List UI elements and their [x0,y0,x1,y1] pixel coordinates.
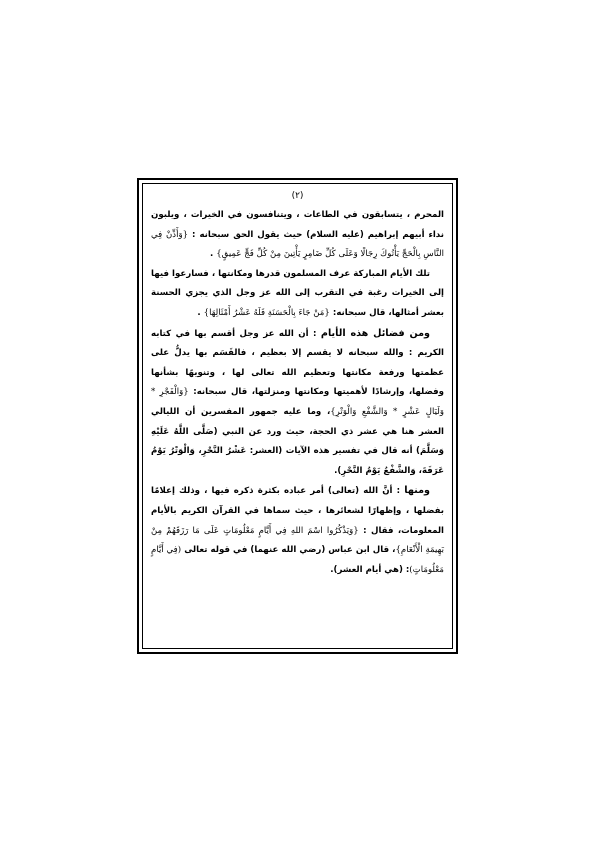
body-text: : أنَّ الله (تعالى) أمر عباده بكثرة ذكره فيها ، وذلك إعلامًا بفضلها ، وإظهارًا لشعائرها ، حيث سماها في القرآن الكريم بالأيام المعلومات، فقال : [151,486,444,536]
paragraph [151,206,444,265]
body-text: : (هي أيام العشر). [330,564,410,575]
paragraph [151,324,444,482]
paragraph [151,481,444,580]
body-text: . [197,307,204,318]
quran-verse: {وَأَذِّنْ فِي النَّاسِ بِالْحَجِّ يَأْتُوكَ رِجَالًا وَعَلَى كُلِّ ضَامِرٍ يَأْتِينَ مِنْ كُلِّ فَجٍّ عَمِيقٍ} [151,229,444,260]
quran-verse: {وَالْفَجْرِ * وَلَيَالٍ عَشْرٍ * وَالشَّفْعِ وَالْوَتْرِ} [151,387,444,417]
body-text: ، وما عليه جمهور المفسرين أن الليالي العشر هنا هي عشر ذي الحجة، حيث ورد عن النبي (صَلَّى اللَّهُ عَلَيْهِ وَسَلَّمَ) أنه قال في تفسير هذه الآيات (العشر: عَشْرُ النَّحْرِ، وَالْوَتْرُ يَوْمُ عَرَفَةَ، وَالشَّفْعُ يَوْمُ النَّحْرِ). [151,406,444,476]
section-heading: ومنها [404,485,430,497]
page-frame-inner [142,183,453,649]
section-heading: ومن فضائل هذه الأيام [320,327,430,339]
page-number: (٢) [291,191,304,201]
quran-verse: {وَيَذْكُرُوا اسْمَ اللهِ فِي أَيَّامٍ مَعْلُومَاتٍ عَلَى مَا رَزَقَهُمْ مِنْ بَهِيمَةِ الْأَنْعَامِ} [151,525,444,556]
page-frame-outer [137,178,458,654]
body-text: : أن الله عز وجل أقسم بها في كتابه الكريم : والله سبحانه لا يقسم إلا بعظيم ، فالقَسَم بها يدلُّ على عظمتها ورفعة مكانتها وتعظيم الله تعالى لها ، وتنويهًا بشأنها وفضلها، وإرشادًا لأهميتها ومكانتها ومنزلتها، قال سبحانه: [151,328,445,398]
body-text: المحرم ، يتسابقون في الطاعات ، ويتنافسون في الخيرات ، ويلبون نداء أبيهم إبراهيم (عليه السلام) حيث يقول الحق سبحانه : [151,210,444,240]
quran-verse: (فِي أَيَّامٍ مَعْلُومَاتٍ) [151,545,444,575]
body-text: . [209,249,217,260]
paragraph [151,265,444,324]
document-body [151,206,444,580]
body-text: ، قال ابن عباس (رضي الله عنهما) في قوله تعالى [181,545,396,556]
quran-verse: {مَنْ جَاءَ بِالْحَسَنَةِ فَلَهُ عَشْرُ أَمْثَالِهَا} [203,307,330,318]
body-text: تلك الأيام المباركة عرف المسلمون قدرها ومكانتها ، فسارعوا فيها إلى الخيرات رغبة في التقرب إلى الله عز وجل الذي يجزي الحسنة بعشر أمثالها، قال سبحانه: [151,268,444,318]
